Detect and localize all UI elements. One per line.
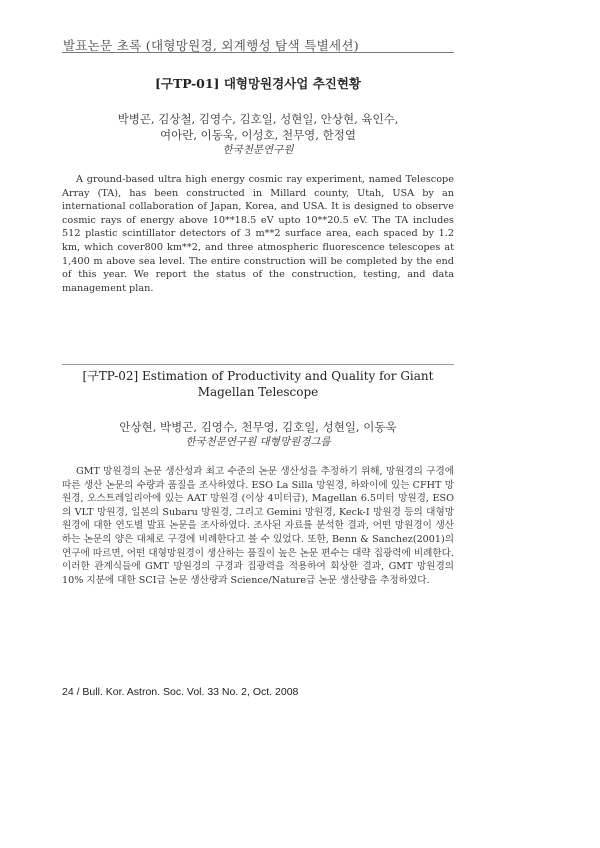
- header-rule: [62, 52, 454, 53]
- authors-line: 박병곤, 김상철, 김영수, 김호일, 성현일, 안상현, 육인수,: [117, 112, 399, 126]
- authors-line: 여아란, 이동욱, 이성호, 천무영, 한정열: [160, 128, 356, 142]
- section-divider: [62, 364, 454, 365]
- authors-line: 안상현, 박병곤, 김영수, 천무영, 김호일, 성현일, 이동욱: [119, 420, 397, 434]
- abstract-authors: [62, 111, 454, 143]
- abstract-title: [구TP-02] Estimation of Productivity and Quality for Giant Magellan Telescope: [82, 369, 434, 399]
- abstract-affiliation: 한국천문연구원: [222, 144, 294, 156]
- abstract-authors: [62, 419, 454, 435]
- abstract-tp02: [62, 368, 454, 597]
- running-header: 발표논문 초록 (대형망원경, 외계행성 탐색 특별세션): [63, 38, 359, 53]
- abstract-title: [구TP-01] 대형망원경사업 추진현황: [154, 76, 362, 91]
- abstract-tp01: [62, 76, 454, 305]
- abstract-body: GMT 망원경의 논문 생산성과 최고 수준의 논문 생산성을 추정하기 위해, 망원경의 구경에 따른 생산 논문의 수량과 품질을 조사하였다. ESO La Silla 망원경, 하와이에 있는 CFHT 망원경, 오스트레일리아에 있는 AAT 망원경 (이상 4미터급), Magellan 6.5미터 망원경, ESO의 VLT 망원경, 일본의 Subaru 망원경, 그리고 Gemini 망원경, Keck-I 망원경 등의 대형망원경에 대한 연도별 발표 논문을 조사하였다. 조사된 자료를 분석한 결과, 어떤 망원경이 생산하는 논문의 양은 대체로 구경에 비례한다고 볼 수 있었다. 또한, Benn & Sanchez(2001)의 연구에 따르면, 어떤 대형망원경이 생산하는 품질이 높은 논문 편수는 대략 집광력에 비례한다. 이러한 관계식들에 GMT 망원경의 구경과 집광력을 적용하여 회상한 결과, GMT 망원경의 10% 지분에 대한 SCI급 논문 생산량과 Science/Nature급 논문 생산량을 추정하였다.: [62, 466, 454, 586]
- page-footer: 24 / Bull. Kor. Astron. Soc. Vol. 33 No. 2, Oct. 2008: [62, 686, 299, 698]
- abstract-body: A ground-based ultra high energy cosmic ray experiment, named Telescope Array (TA), has been constructed in Millard county, Utah, USA by an international collaboration of Japan, Korea, and USA. It is designed to observe cosmic rays of energy above 10**18.5 eV upto 10**20.5 eV. The TA includes 512 plastic scintillator detectors of 3 m**2 surface area, each spaced by 1.2 km, which cover800 km**2, and three atmospheric fluorescence telescopes at 1,400 m above sea level. The entire construction will be completed by the end of this year. We report the status of the construction, testing, and data management plan.: [62, 174, 454, 294]
- abstract-affiliation: 한국천문연구원 대형망원경그룹: [185, 436, 331, 448]
